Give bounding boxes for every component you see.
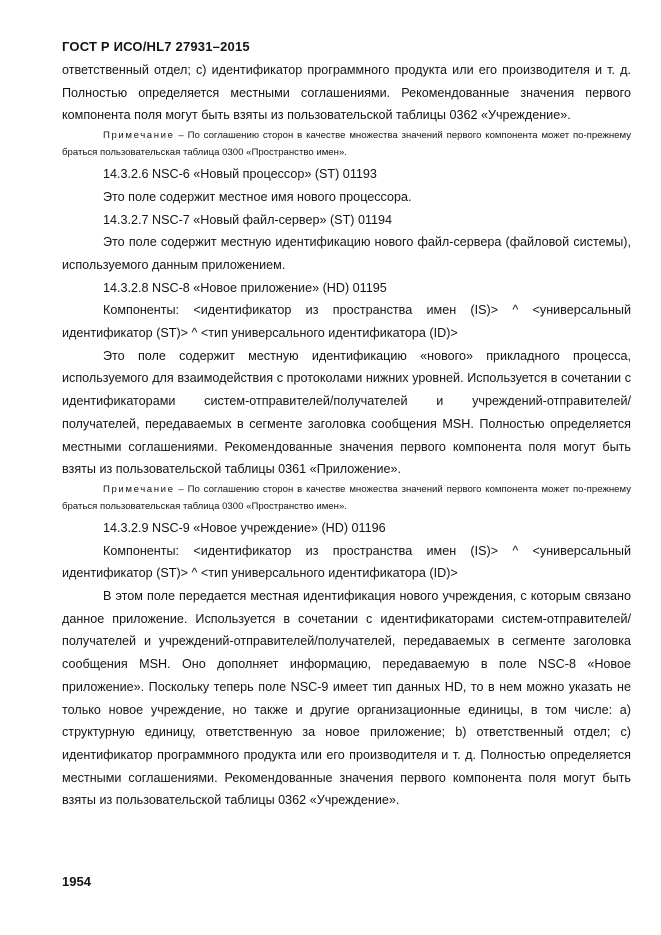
section-heading: 14.3.2.6 NSC-6 «Новый процессор» (ST) 01193 <box>103 167 377 182</box>
section-heading: 14.3.2.9 NSC-9 «Новое учреждение» (HD) 01196 <box>103 520 386 535</box>
document-header: ГОСТ Р ИСО/HL7 27931–2015 <box>62 39 250 54</box>
body-paragraph: Это поле содержит местное имя нового процессора. <box>103 189 412 204</box>
document-body <box>62 59 631 812</box>
note-text: – По соглашению сторон в качестве множества значений первого компонента может по-прежнему браться пользовательская таблица 0300 «Пространство имен». <box>62 130 631 159</box>
body-paragraph: Компоненты: <идентификатор из пространства имен (IS)> ^ <универсальный идентификатор (ST)> ^ <тип универсального идентификатора (ID)> <box>62 303 631 341</box>
body-paragraph: Компоненты: <идентификатор из пространства имен (IS)> ^ <универсальный идентификатор (ST)> ^ <тип универсального идентификатора (ID)> <box>62 543 631 581</box>
body-paragraph: Это поле содержит местную идентификацию «нового» прикладного процесса, используемого для взаимодействия с протоколами нижних уровней. Используется в сочетании с идентификаторами систем-отправителей/получателей и учреждений-отправителей/получателей, передаваемых в сегменте заголовка сообщения MSH. Полностью определяется местными соглашениями. Рекомендованные значения первого компонента поля могут быть взяты из пользовательской таблицы 0361 «Приложение». <box>62 348 631 477</box>
body-paragraph: ответственный отдел; c) идентификатор программного продукта или его производителя и т. д. Полностью определяется местными соглашениями. Рекомендованные значения первого компонента поля могут быть взяты из пользовательской таблицы 0362 «Учреждение». <box>62 63 631 123</box>
page-number: 1954 <box>62 874 91 889</box>
note-paragraph <box>62 127 631 163</box>
section-heading: 14.3.2.8 NSC-8 «Новое приложение» (HD) 01195 <box>103 280 387 295</box>
note-label: Примечание <box>103 483 175 495</box>
note-text: – По соглашению сторон в качестве множества значений первого компонента может по-прежнему браться пользовательская таблица 0300 «Пространство имен». <box>62 483 631 512</box>
section-heading: 14.3.2.7 NSC-7 «Новый файл-сервер» (ST) 01194 <box>103 212 393 227</box>
note-label: Примечание <box>103 130 175 142</box>
note-paragraph <box>62 481 631 517</box>
body-paragraph: В этом поле передается местная идентификация нового учреждения, с которым связано данное приложение. Используется в сочетании с идентификаторами систем-отправителей/получателей и учреждений-отправителей/получателей, передаваемых в сегменте заголовка сообщения MSH. Оно дополняет информацию, передаваемую в поле NSC-8 «Новое приложение». Поскольку теперь поле NSC-9 имеет тип данных HD, то в нем можно указать не только новое учреждение, но также и другие организационные единицы, в том числе: a) структурную единицу, ответственную за новое приложение; b) ответственный отдел; c) идентификатор программного продукта или его производителя и т. д. Полностью определяется местными соглашениями. Рекомендованные значения первого компонента поля могут быть взяты из пользовательской таблицы 0362 «Учреждение». <box>62 589 631 808</box>
body-paragraph: Это поле содержит местную идентификацию нового файл-сервера (файловой системы), используемого данным приложением. <box>62 235 631 272</box>
